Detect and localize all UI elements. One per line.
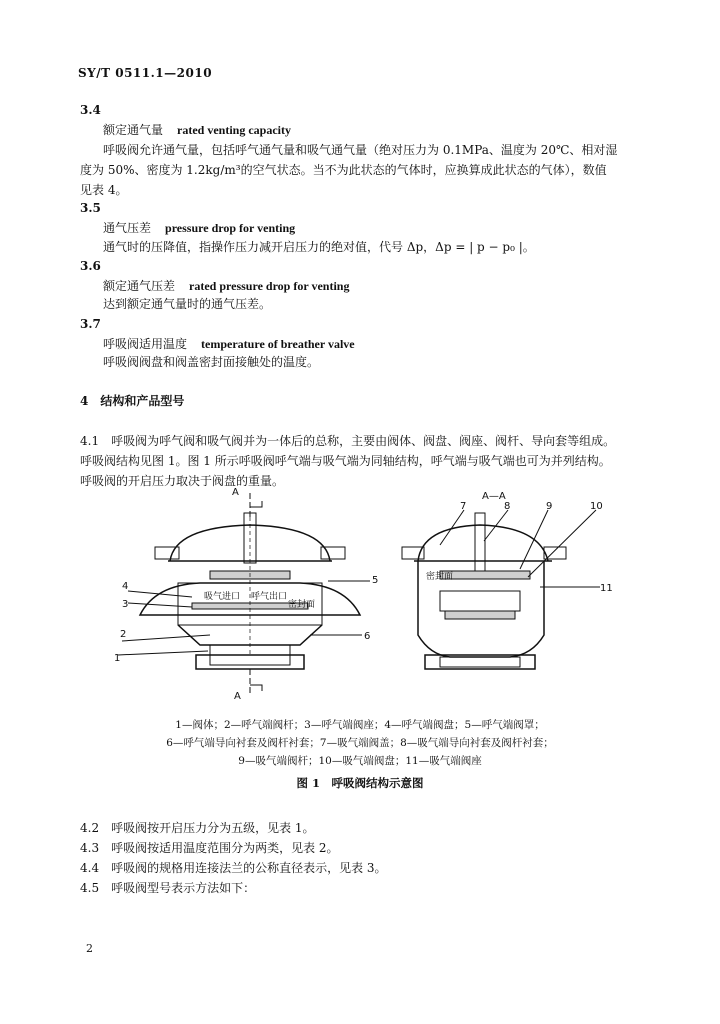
figure-caption: [80, 716, 640, 770]
section-number: 3.4: [80, 103, 101, 117]
caption-line: 1—阀体；2—呼气端阀杆；3—呼气端阀座；4—呼气端阀盘；5—呼气端阀罩；: [175, 719, 545, 731]
section-arrow: [250, 501, 262, 507]
callout-5: 5: [372, 575, 379, 586]
section-label-a: A: [232, 487, 239, 498]
term-heading: [103, 219, 295, 236]
caption-line: 9—吸气端阀杆；10—吸气端阀盘；11—吸气端阀座: [238, 755, 482, 767]
chapter-title: 4 结构和产品型号: [80, 394, 185, 408]
bottom-flange: [196, 655, 304, 669]
body-line: 4.2 呼吸阀按开启压力分为五级，见表 1。: [80, 821, 315, 835]
term-zh: 呼吸阀适用温度: [103, 337, 188, 351]
body-line: 通气时的压降值，指操作压力减开启压力的绝对值，代号 Δp，Δp = | p − p₀ |。: [103, 240, 535, 254]
callout-9: 9: [546, 501, 553, 512]
seal-face-label-right: 密封面: [426, 572, 454, 582]
section-label-a-bottom: A: [234, 691, 241, 702]
intake-disc: [440, 571, 530, 579]
body-line: 4.1 呼吸阀为呼气阀和吸气阀并为一体后的总称，主要由阀体、阀盘、阀座、阀杆、导向套等组成。: [80, 434, 616, 448]
term-heading: [103, 121, 291, 138]
leader-9: [520, 510, 548, 569]
body-line: 呼吸阀结构见图 1。图 1 所示呼吸阀呼气端与吸气端为同轴结构，呼气端与吸气端也可为并列结构。: [80, 454, 611, 468]
callout-6: 6: [364, 631, 371, 642]
callout-1: 1: [114, 653, 121, 664]
page-number: 2: [86, 942, 93, 955]
term-heading: [103, 277, 349, 294]
term-zh: 通气压差: [103, 221, 152, 235]
body-cone: [178, 625, 322, 645]
body-line: 4.5 呼吸阀型号表示方法如下：: [80, 881, 256, 895]
inner-seat: [440, 591, 520, 611]
body-line: 呼吸阀的开启压力取决于阀盘的重量。: [80, 474, 285, 488]
section-label-aa: A—A: [482, 491, 506, 502]
seal-face-label: 密封面: [288, 600, 316, 610]
standard-header: SY/T 0511.1—2010: [78, 66, 213, 80]
section-left-bracket: [402, 547, 424, 559]
caption-line: 6—呼气端导向衬套及阀杆衬套；7—吸气端阀盖；8—吸气端导向衬套及阀杆衬套；: [166, 737, 554, 749]
leader-1: [118, 651, 208, 655]
callout-8: 8: [504, 501, 511, 512]
leader-2: [122, 635, 210, 641]
callout-10: 10: [590, 501, 603, 512]
section-number: 3.6: [80, 259, 101, 273]
intake-stem: [475, 513, 485, 573]
breather-valve-diagram: [100, 485, 620, 710]
section-arrow-bottom: [250, 685, 262, 691]
body-line: 达到额定通气量时的通气压差。: [103, 297, 272, 311]
callout-4: 4: [122, 581, 129, 592]
body-line: 4.4 呼吸阀的规格用连接法兰的公称直径表示，见表 3。: [80, 861, 387, 875]
exhaust-port-label: 呼气出口: [251, 592, 288, 602]
callout-11: 11: [600, 583, 613, 594]
callout-2: 2: [120, 629, 127, 640]
body-line: 度为 50%、密度为 1.2kg/m³的空气状态。当不为此状态的气体时，应换算成此状态的气体），数值: [80, 163, 607, 177]
term-en: pressure drop for venting: [165, 221, 296, 235]
leader-3: [128, 603, 192, 607]
section-hood: [418, 525, 548, 561]
section-number: 3.7: [80, 317, 101, 331]
callout-7: 7: [460, 501, 467, 512]
body-line: 呼吸阀阀盘和阀盖密封面接触处的温度。: [103, 355, 320, 369]
term-en: temperature of breather valve: [201, 337, 355, 351]
body-line: 呼吸阀允许通气量，包括呼气通气量和吸气通气量（绝对压力为 0.1MPa、温度为 20℃、相对湿: [103, 143, 618, 157]
term-zh: 额定通气量: [103, 123, 164, 137]
callout-3: 3: [122, 599, 129, 610]
leader-4: [128, 591, 192, 597]
body-line: 4.3 呼吸阀按适用温度范围分为两类，见表 2。: [80, 841, 339, 855]
exhaust-disc-section: [445, 611, 515, 619]
term-heading: [103, 335, 355, 352]
section-number: 3.5: [80, 201, 101, 215]
section-neck: [440, 657, 520, 667]
figure-title: 图 1 呼吸阀结构示意图: [296, 776, 424, 790]
term-en: rated pressure drop for venting: [189, 279, 350, 293]
intake-port-label: 吸气进口: [204, 592, 241, 602]
term-zh: 额定通气压差: [103, 279, 176, 293]
term-en: rated venting capacity: [177, 123, 291, 137]
body-line: 见表 4。: [80, 183, 128, 197]
